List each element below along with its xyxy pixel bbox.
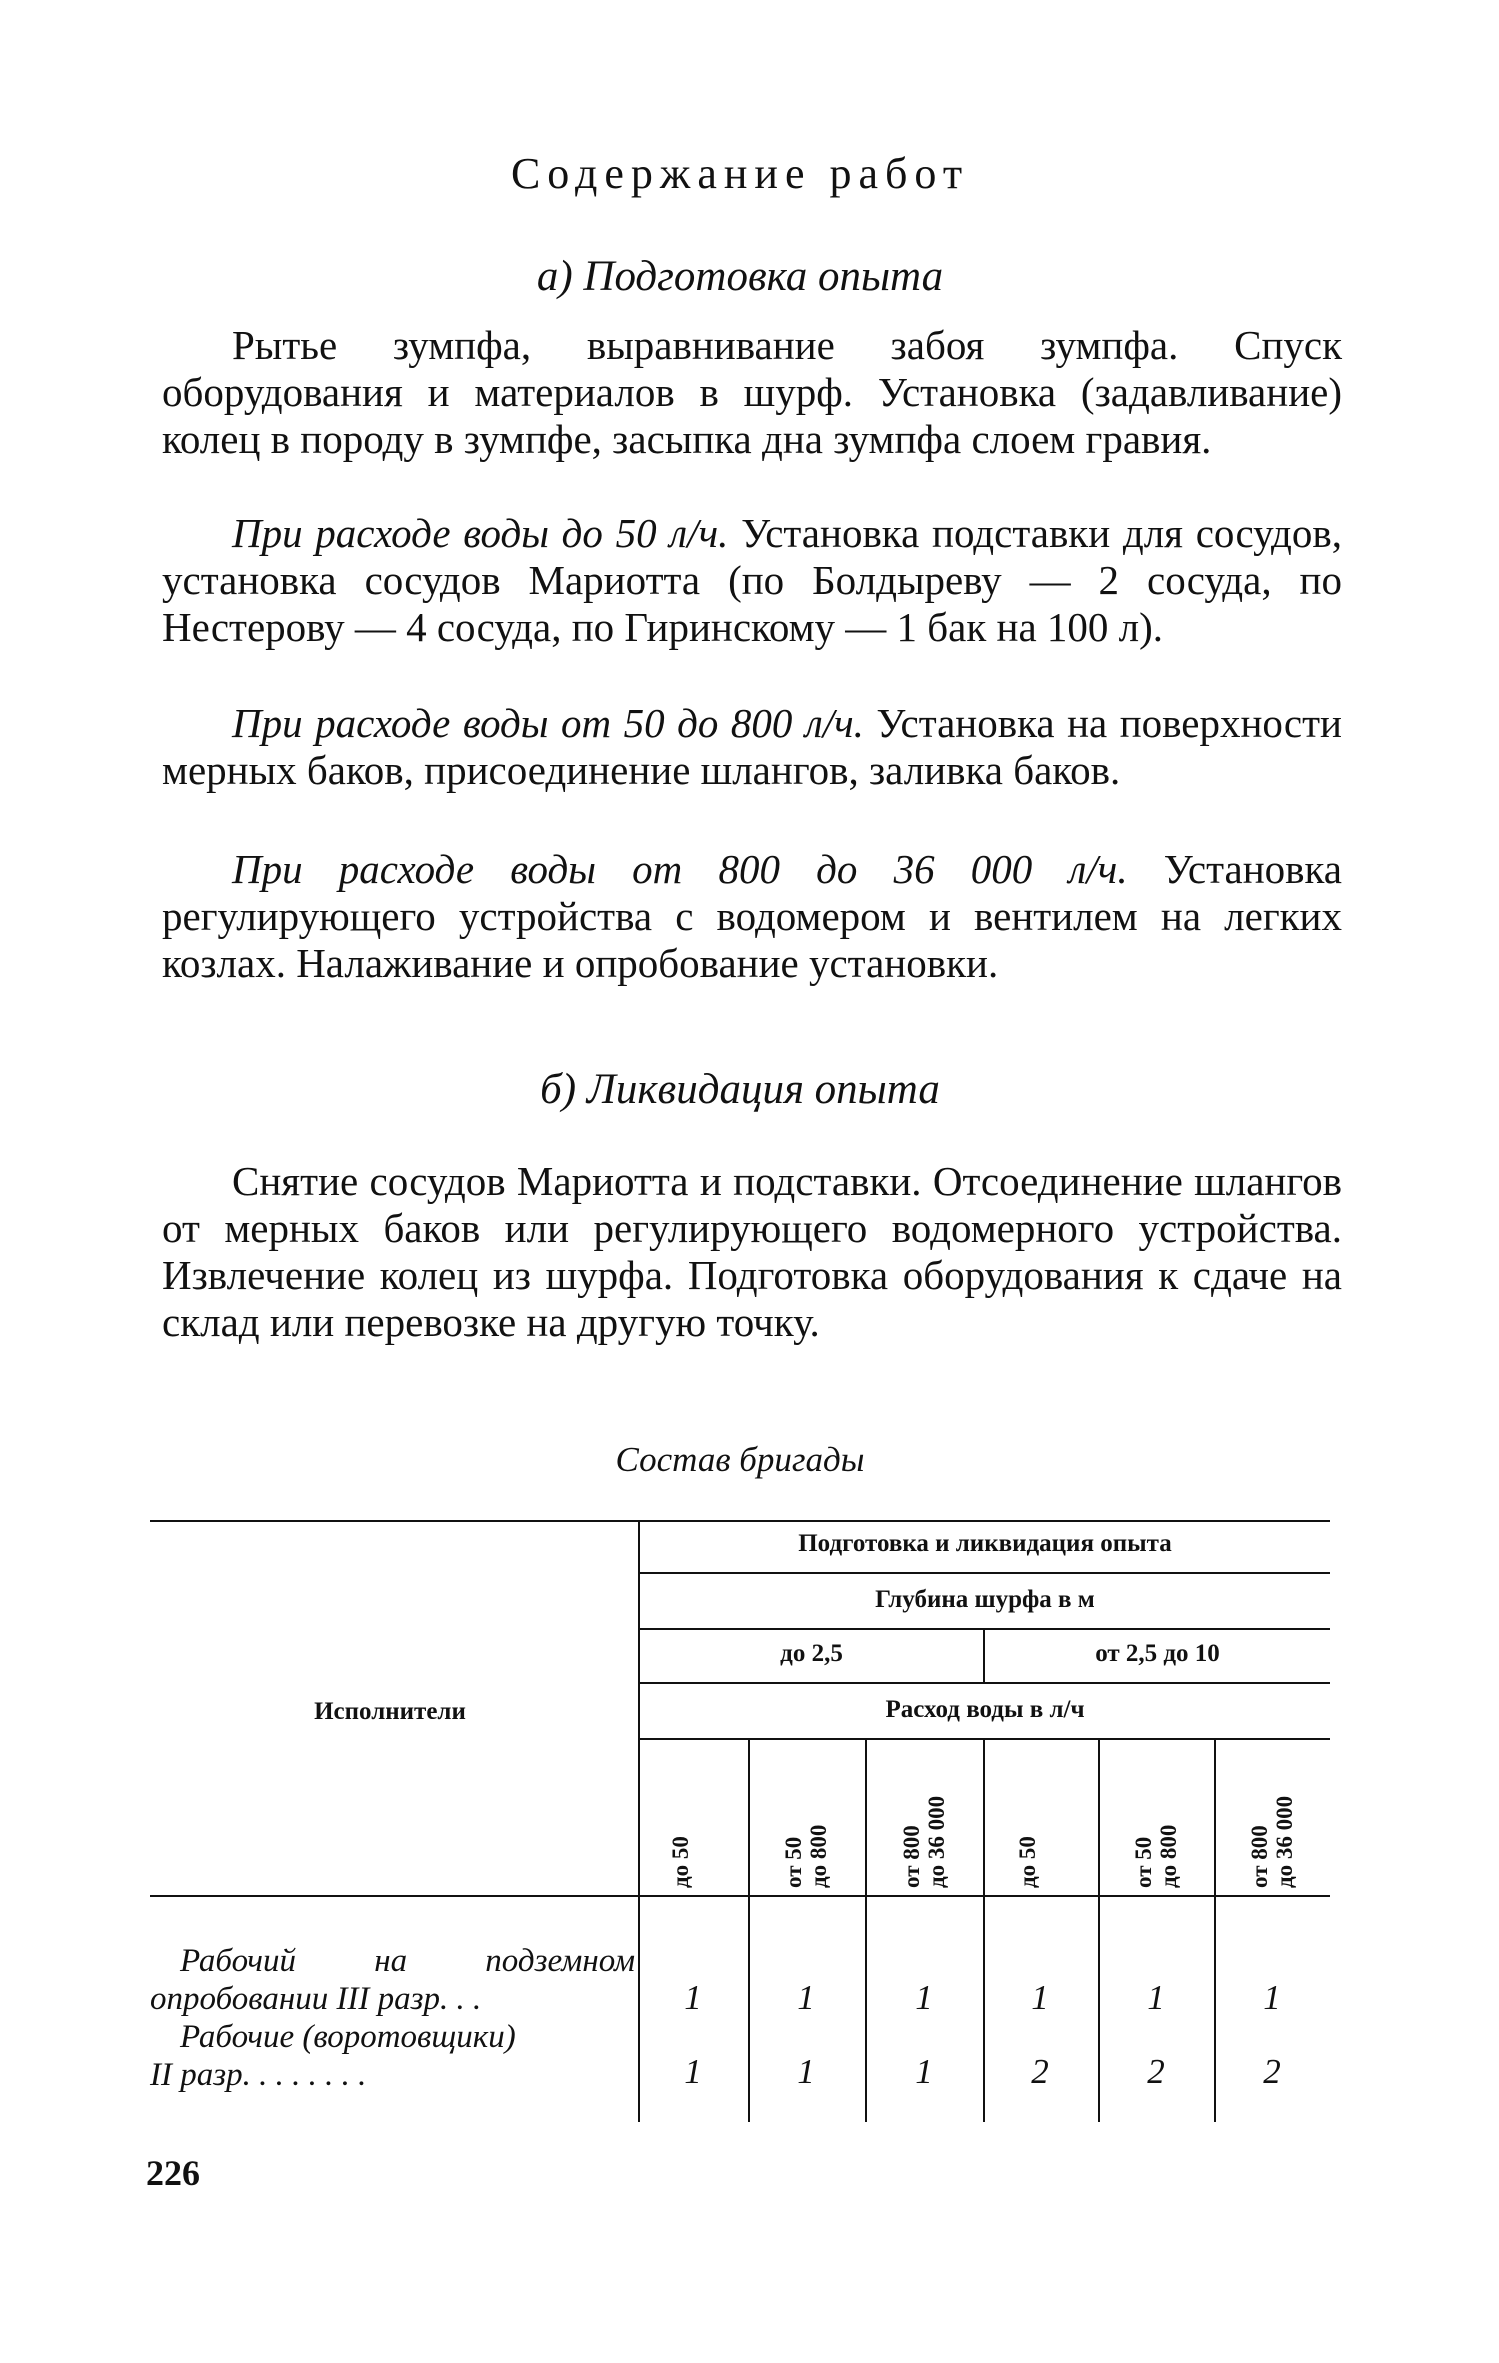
header-rule bbox=[640, 1572, 1330, 1574]
paragraph-text: Установка на поверхности мерных баков, присоединение шлангов, заливка баков. bbox=[162, 700, 1342, 793]
table-cell: 1 bbox=[797, 2052, 815, 2091]
paragraph-lead: При расходе воды от 800 до 36 000 л/ч. bbox=[232, 846, 1128, 892]
section-a-paragraph-1: Рытье зумпфа, выравнивание забоя зумпфа. Спуск оборудования и материалов в шурф. Установка (задавливание) колец в породу в зумпфе, засыпка дна зумпфа слоем гравия. bbox=[162, 322, 1342, 462]
column-divider bbox=[865, 1740, 867, 2122]
section-b-paragraph-1: Снятие сосудов Мариотта и подставки. Отсоединение шлангов от мерных баков или регулирующего водомерного устройства. Извлечение колец из шурфа. Подготовка оборудования к сдаче на склад или перевозке на другую точку. bbox=[162, 1158, 1342, 1345]
flow-col-5: от 50 до 800 bbox=[1131, 1824, 1181, 1888]
column-divider bbox=[1098, 1740, 1100, 2122]
header-rule bbox=[640, 1628, 1330, 1630]
paragraph-text: Установка регулирующего устройства с водомером и вентилем на легких козлах. Налаживание и опробование установки. bbox=[162, 846, 1342, 986]
brigade-table bbox=[150, 1510, 1330, 2130]
section-b-title: б) Ликвидация опыта bbox=[540, 1066, 940, 1113]
section-a-paragraph-4 bbox=[162, 846, 1342, 987]
table-cell: 1 bbox=[1147, 1978, 1165, 2017]
paragraph-lead: При расходе воды до 50 л/ч. bbox=[232, 510, 729, 556]
header-rule bbox=[640, 1738, 1330, 1740]
section-a-paragraph-3 bbox=[162, 700, 1342, 794]
flow-col-2: от 50 до 800 bbox=[781, 1824, 831, 1888]
row-1-label-line-2: опробовании III разр. . . bbox=[150, 1981, 482, 2017]
paragraph-lead: При расходе воды от 50 до 800 л/ч. bbox=[232, 700, 864, 746]
column-divider bbox=[983, 1740, 985, 2122]
row-1-label-line-1: Рабочий на подземном bbox=[180, 1943, 635, 1979]
table-cell: 1 bbox=[915, 2052, 933, 2091]
table-caption: Состав бригады bbox=[615, 1440, 865, 1479]
depth-group-1: до 2,5 bbox=[780, 1640, 843, 1667]
paragraph-text: Установка подставки для сосудов, установка сосудов Мариотта (по Болдыреву — 2 сосуда, по Нестерову — 4 сосуда, по Гиринскому — 1 бак на 100 л). bbox=[162, 510, 1342, 650]
table-cell: 1 bbox=[1031, 1978, 1049, 2017]
section-a-paragraph-2 bbox=[162, 510, 1342, 651]
table-cell: 1 bbox=[797, 1978, 815, 2017]
table-cell: 2 bbox=[1031, 2052, 1049, 2091]
section-a-title: а) Подготовка опыта bbox=[536, 253, 944, 300]
header-bottom-rule bbox=[150, 1895, 1330, 1897]
column-divider bbox=[1214, 1740, 1216, 2122]
table-cell: 1 bbox=[684, 2052, 702, 2091]
table-cell: 2 bbox=[1147, 2052, 1165, 2091]
depth-header: Глубина шурфа в м bbox=[875, 1586, 1095, 1613]
flow-header: Расход воды в л/ч bbox=[885, 1696, 1085, 1723]
flow-col-1: до 50 bbox=[668, 1836, 693, 1888]
table-top-rule bbox=[150, 1520, 1330, 1522]
depth-group-2: от 2,5 до 10 bbox=[1095, 1640, 1220, 1667]
page-number: 226 bbox=[146, 2153, 200, 2193]
table-cell: 1 bbox=[915, 1978, 933, 2017]
column-divider bbox=[748, 1740, 750, 2122]
table-cell: 1 bbox=[1263, 1978, 1281, 2017]
top-header: Подготовка и ликвидация опыта bbox=[798, 1530, 1172, 1557]
header-rule bbox=[640, 1682, 1330, 1684]
table-cell: 2 bbox=[1263, 2052, 1281, 2091]
page-heading: Содержание работ bbox=[510, 149, 970, 198]
flow-col-6: от 800 до 36 000 bbox=[1247, 1795, 1297, 1888]
executors-header: Исполнители bbox=[314, 1698, 466, 1725]
table-cell: 1 bbox=[684, 1978, 702, 2017]
flow-col-4: до 50 bbox=[1015, 1836, 1040, 1888]
flow-col-3: от 800 до 36 000 bbox=[899, 1795, 949, 1888]
row-2-label-line-2: II разр. . . . . . . . bbox=[150, 2057, 367, 2093]
row-2-label-line-1: Рабочие (воротовщики) bbox=[180, 2019, 516, 2055]
